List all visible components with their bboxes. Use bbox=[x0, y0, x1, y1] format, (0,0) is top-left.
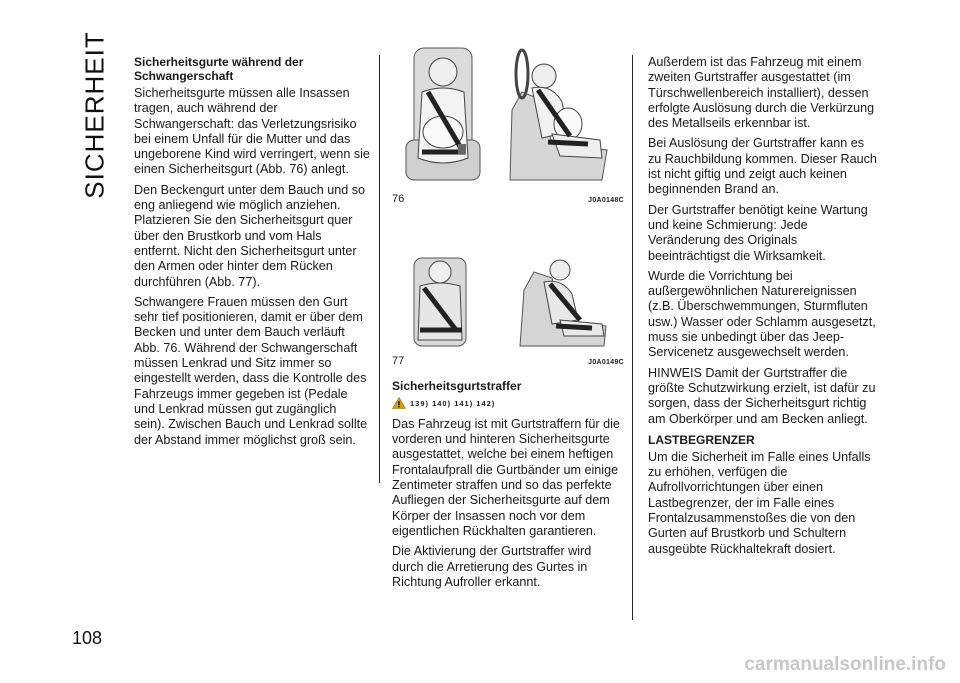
column-3 bbox=[648, 55, 880, 562]
paragraph: Bei Auslösung der Gurtstraffer kann es zu Rauchbildung kommen. Dieser Rauch ist nicht giftig und zeigt auch keinen beginnenden Brand an. bbox=[648, 136, 877, 197]
paragraph: Der Gurtstraffer benötigt keine Wartung und keine Schmierung: Jede Veränderung des Originals beeinträchtigst die Wirksamkeit. bbox=[648, 202, 868, 263]
section-heading: LASTBEGRENZER bbox=[648, 432, 755, 447]
column-1 bbox=[134, 55, 370, 453]
paragraph: Das Fahrzeug ist mit Gurtstraffern für die vorderen und hinteren Sicherheitsgurte ausgestattet, welche bei einem heftigen Frontalaufprall die Gurtbänder um einige Zentimeter straffen und so das perfekte Aufliegen der Sicherheitsgurte auf dem Körper der Insassen noch vor dem eigentlichen Rückhalten garantieren. bbox=[392, 416, 620, 538]
paragraph: Wurde die Vorrichtung bei außergewöhnlichen Naturereignissen (z.B. Überschwemmungen, Sturmfluten usw.) Wasser oder Schlamm ausgesetzt, muss sie unbedingt über das Jeep-Servicenetz ausgewechselt werden. bbox=[648, 268, 876, 360]
warning-row bbox=[392, 396, 624, 411]
figure-number: 76 bbox=[392, 193, 405, 205]
section-heading: Sicherheitsgurte während der Schwangerschaft bbox=[134, 55, 304, 83]
warning-references: 139) 140) 141) 142) bbox=[410, 398, 496, 408]
section-title: SICHERHEIT bbox=[79, 31, 110, 199]
column-2 bbox=[392, 40, 624, 595]
paragraph: Die Aktivierung der Gurtstraffer wird durch die Arretierung des Gurtes in Richtung Aufroller erkannt. bbox=[392, 544, 592, 589]
figure-77 bbox=[392, 250, 624, 370]
watermark: carmanualsonline.info bbox=[744, 654, 946, 675]
paragraph: Um die Sicherheit im Falle eines Unfalls zu erhöhen, verfügen die Aufrollvorrichtungen über einen Lastbegrenzer, der im Falle eines Frontalzusammenstoßes die von den Gurten auf Brustkorb und Schultern ausgeübte Rückhaltekraft dosiert. bbox=[648, 449, 871, 556]
pregnant-seatbelt-illustration bbox=[392, 40, 624, 188]
section-heading: Sicherheitsgurtstraffer bbox=[392, 378, 522, 393]
paragraph: Sicherheitsgurte müssen alle Insassen tragen, auch während der Schwangerschaft: das Verletzungsrisiko bei einem Unfall für die Mutter und das ungeborene Kind wird verringert, wenn sie einen Sicherheitsgurt (Abb. 76) anlegt. bbox=[134, 86, 370, 177]
page-number: 108 bbox=[72, 628, 103, 648]
figure-76 bbox=[392, 40, 624, 208]
paragraph: Außerdem ist das Fahrzeug mit einem zweiten Gurtstraffer ausgestattet (im Türschwellenbereich installiert), dessen erfolgte Auslösung durch die Verkürzung des Metallseils erkennbar ist. bbox=[648, 55, 875, 131]
figure-number: 77 bbox=[392, 355, 405, 368]
column-divider bbox=[379, 55, 380, 483]
paragraph: Schwangere Frauen müssen den Gurt sehr tief positionieren, damit er über dem Becken und unter dem Bauch verläuft Abb. 76. Während der Schwangerschaft müssen Lenkrad und Sitz immer so eingestellt werden, dass die Kontrolle des Fahrzeugs immer gegeben ist (Pedale und Lenkrad müssen gut zugänglich sein). Zwischen Bauch und Lenkrad sollte der Abstand immer möglichst groß sein. bbox=[134, 294, 368, 447]
paragraph: Den Beckengurt unter dem Bauch und so eng anliegend wie möglich anziehen. Platzieren Sie den Sicherheitsgurt quer über den Brustkorb und vom Hals entfernt. Nicht den Sicherheitsgurt unter den Armen oder hinter dem Rücken durchführen (Abb. 77). bbox=[134, 182, 366, 289]
seated-passengers-illustration bbox=[392, 250, 624, 350]
figure-code: J0A0149C bbox=[588, 359, 624, 367]
note-paragraph: HINWEIS Damit der Gurtstraffer die größte Schutzwirkung erzielt, ist dafür zu sorgen, dass der Sicherheitsgurt richtig am Oberkörper und am Becken anliegt. bbox=[648, 365, 876, 426]
figure-code: J0A0148C bbox=[588, 197, 624, 204]
warning-icon bbox=[392, 397, 406, 409]
column-divider bbox=[632, 55, 633, 620]
